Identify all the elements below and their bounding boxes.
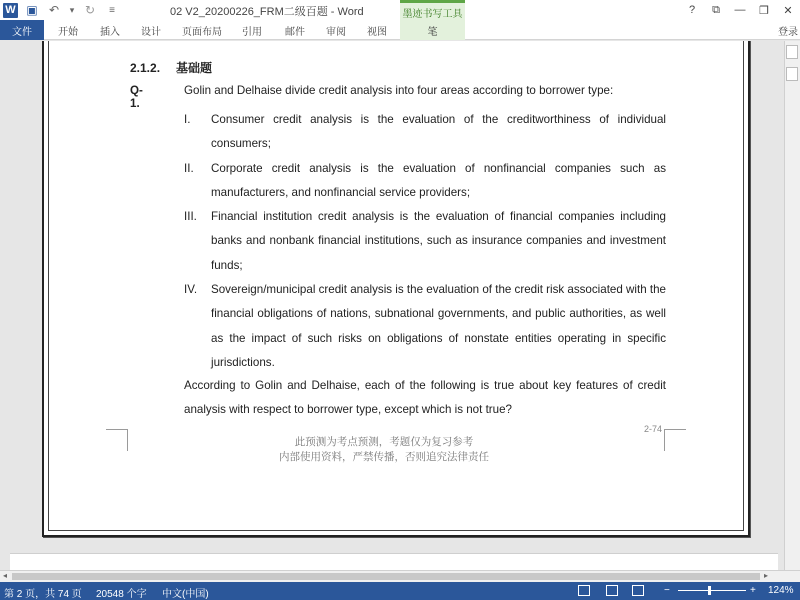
item-text: Corporate credit analysis is the evaluation of nonfinancial companies such as manufacturers, and nonfinancial service providers; xyxy=(211,161,666,199)
horizontal-scrollbar[interactable] xyxy=(0,570,800,582)
restore-icon[interactable]: ❐ xyxy=(759,4,769,17)
tab-design[interactable]: 设计 xyxy=(141,26,161,38)
redo-icon[interactable]: ↻ xyxy=(84,3,96,17)
heading-title: 基础题 xyxy=(176,61,213,75)
read-mode-icon[interactable] xyxy=(578,585,590,596)
zoom-out-button[interactable]: − xyxy=(664,585,670,596)
tab-review[interactable]: 审阅 xyxy=(326,26,346,38)
tab-view[interactable]: 视图 xyxy=(367,26,387,38)
crop-mark-right xyxy=(664,429,686,451)
horizontal-scroll-thumb[interactable] xyxy=(12,573,760,580)
print-layout-icon[interactable] xyxy=(606,585,618,596)
undo-dropdown-icon[interactable]: ▾ xyxy=(69,4,75,15)
item-text: Financial institution credit analysis is the evaluation of financial companies including banks and nonbank financial institutions, such as insurance companies and investment funds; xyxy=(211,210,666,272)
quick-access-toolbar xyxy=(0,2,120,18)
document-title: 02 V2_20200226_FRM二级百题 - Word xyxy=(170,6,364,18)
tab-pens[interactable]: 笔 xyxy=(400,20,465,40)
section-heading xyxy=(130,59,212,76)
option-list xyxy=(184,108,666,375)
close-icon[interactable]: ✕ xyxy=(783,4,793,17)
question-text: Golin and Delhaise divide credit analysis into four areas according to borrower type: xyxy=(184,84,614,97)
vertical-scrollbar[interactable] xyxy=(784,41,800,571)
ribbon-display-icon[interactable]: ⧉ xyxy=(712,3,720,16)
item-numeral: IV. xyxy=(184,283,198,297)
tab-page-layout[interactable]: 页面布局 xyxy=(182,26,222,38)
item-text: Consumer credit analysis is the evaluation of the creditworthiness of individual consumers; xyxy=(211,113,666,151)
scroll-thumb[interactable] xyxy=(786,67,798,81)
scroll-up-button[interactable] xyxy=(786,45,798,59)
footer-line-1: 此预测为考点预测，考题仅为复习参考 xyxy=(294,436,474,448)
list-item xyxy=(184,108,666,157)
word-logo-icon[interactable]: W xyxy=(3,3,18,18)
tab-file[interactable]: 文件 xyxy=(0,20,44,40)
tab-insert[interactable]: 插入 xyxy=(100,26,120,38)
undo-icon[interactable]: ↶ xyxy=(48,3,60,17)
page-number: 2-74 xyxy=(644,424,663,434)
window-controls xyxy=(680,0,800,20)
zoom-slider-thumb[interactable] xyxy=(708,586,711,595)
question-label: Q-1. xyxy=(130,84,143,110)
crop-mark-left xyxy=(106,429,128,451)
list-item xyxy=(184,278,666,375)
ink-tools-group-title: 墨迹书写工具 xyxy=(402,9,463,20)
next-page-top xyxy=(10,553,778,571)
item-numeral: III. xyxy=(184,210,197,224)
scroll-left-icon[interactable]: ◂ xyxy=(3,571,8,580)
status-bar xyxy=(0,582,800,600)
minimize-icon[interactable]: — xyxy=(734,4,746,16)
save-icon[interactable]: ▣ xyxy=(26,3,38,17)
page-footer xyxy=(224,435,544,465)
document-page[interactable] xyxy=(42,41,750,537)
web-layout-icon[interactable] xyxy=(632,585,644,596)
item-numeral: I. xyxy=(184,113,191,126)
customize-qat-icon[interactable]: ≡ xyxy=(109,4,115,16)
document-canvas xyxy=(0,41,784,571)
page-count-status[interactable]: 第 2 页，共 74 页 xyxy=(4,589,82,600)
tab-home[interactable]: 开始 xyxy=(58,26,78,38)
item-numeral: II. xyxy=(184,161,194,175)
zoom-slider[interactable] xyxy=(678,590,746,591)
zoom-level[interactable]: 124% xyxy=(768,585,794,596)
question-stem: According to Golin and Delhaise, each of the following is true about key features of credit analysis with respect to borrower type, except which is not true? xyxy=(184,379,666,417)
sign-in-link[interactable]: 登录 xyxy=(778,27,798,38)
scroll-right-icon[interactable]: ▸ xyxy=(764,571,769,580)
list-item xyxy=(184,157,666,206)
tab-references[interactable]: 引用 xyxy=(242,26,262,38)
help-icon[interactable]: ? xyxy=(688,4,696,16)
tab-mailings[interactable]: 邮件 xyxy=(285,26,305,38)
word-count-status[interactable]: 20548 个字 xyxy=(96,589,147,600)
list-item xyxy=(184,205,666,278)
heading-number: 2.1.2. xyxy=(130,61,161,75)
ribbon-tabs xyxy=(0,20,800,40)
zoom-in-button[interactable]: + xyxy=(750,585,756,596)
language-status[interactable]: 中文(中国) xyxy=(162,589,209,600)
footer-line-2: 内部使用资料，严禁传播，否则追究法律责任 xyxy=(279,451,489,463)
item-text: Sovereign/municipal credit analysis is the evaluation of the credit risk associated with the financial obligations of nations, subnational governments, and public authorities, as well as the impact of such risks on obligations of nonstate entities operating in specific jurisdictions. xyxy=(211,283,666,369)
